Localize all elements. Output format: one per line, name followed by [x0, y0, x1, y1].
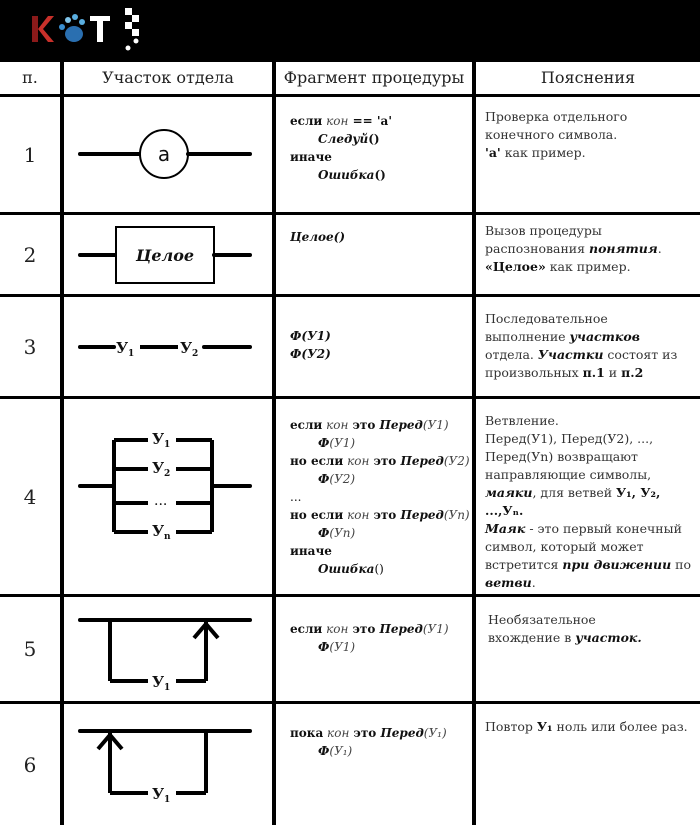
- explanation-6: Повтор У₁ ноль или более раз.: [485, 719, 688, 734]
- terminal-label: a: [157, 142, 171, 166]
- code-fragment-5: если кон это Перед(У1) Ф(У1): [290, 622, 449, 654]
- svg-text:1: 1: [128, 349, 135, 359]
- diagram-sequence: [64, 297, 274, 396]
- svg-text:У: У: [116, 339, 129, 357]
- diagram-optional: [64, 597, 274, 701]
- svg-text:У: У: [152, 673, 165, 691]
- row-number: 1: [23, 142, 37, 167]
- row-number: 2: [23, 242, 37, 267]
- svg-text:1: 1: [164, 795, 171, 805]
- row-number: 5: [23, 637, 37, 661]
- svg-text:2: 2: [192, 349, 199, 359]
- svg-text:2: 2: [164, 469, 171, 479]
- code-fragment-2: Целое(): [290, 230, 346, 244]
- diagram-branch: [64, 399, 274, 594]
- top-bar: [0, 0, 700, 60]
- grammar-table: [0, 60, 700, 825]
- explanation-5: Необязательное вхождение в участок.: [488, 612, 642, 645]
- svg-text:У: У: [180, 339, 193, 357]
- code-fragment-4: если кон это Перед(У1) Ф(У1) но если кон это Перед(У2) Ф(У2) ... но если кон это Перед(Уn) Ф(Уn) иначе Ошибка(): [290, 418, 470, 576]
- header-number: п.: [22, 68, 38, 87]
- svg-text:...: ...: [154, 493, 168, 509]
- explanation-3: Последовательное выполнение участков отдела. Участки состоят из произвольных п.1 и п.2: [485, 311, 678, 380]
- svg-text:n: n: [164, 532, 171, 542]
- explanation-2: Вызов процедуры распознования понятия. «Целое» как пример.: [485, 223, 662, 274]
- svg-text:У: У: [152, 459, 165, 477]
- nonterminal-label: Целое: [135, 246, 195, 265]
- explanation-1: Проверка отдельного конечного символа. 'a' как пример.: [485, 109, 628, 160]
- row-number: 3: [23, 334, 37, 359]
- diagram-repeat: [64, 704, 274, 825]
- svg-text:У: У: [152, 522, 165, 540]
- row-number: 4: [23, 484, 37, 509]
- kot-logo: [30, 8, 160, 54]
- code-fragment-6: пока кон это Перед(У₁) Ф(У₁): [290, 726, 447, 758]
- header-section: Участок отдела: [102, 68, 234, 87]
- code-fragment-3: Ф(У1) Ф(У2): [290, 329, 331, 361]
- explanation-4: Ветвление. Перед(У1), Перед(У2), ..., Перед(Уn) возвращают направляющие символы, маяки, для ветвей У₁, У₂, ...,Уₙ. Маяк - это первый конечный символ, который может встретится при движении по ветви.: [485, 413, 692, 590]
- row-number: 6: [23, 752, 37, 777]
- svg-text:У: У: [152, 785, 165, 803]
- svg-text:У: У: [152, 430, 165, 448]
- header-explanation: Пояснения: [540, 68, 636, 87]
- svg-text:1: 1: [164, 683, 171, 693]
- code-fragment-1: если кон == 'a' Следуй() иначе Ошибка(): [290, 114, 393, 182]
- diagram-terminal: [64, 97, 274, 212]
- header-procedure: Фрагмент процедуры: [283, 68, 465, 87]
- diagram-nonterminal: [64, 215, 274, 294]
- svg-text:1: 1: [164, 440, 171, 450]
